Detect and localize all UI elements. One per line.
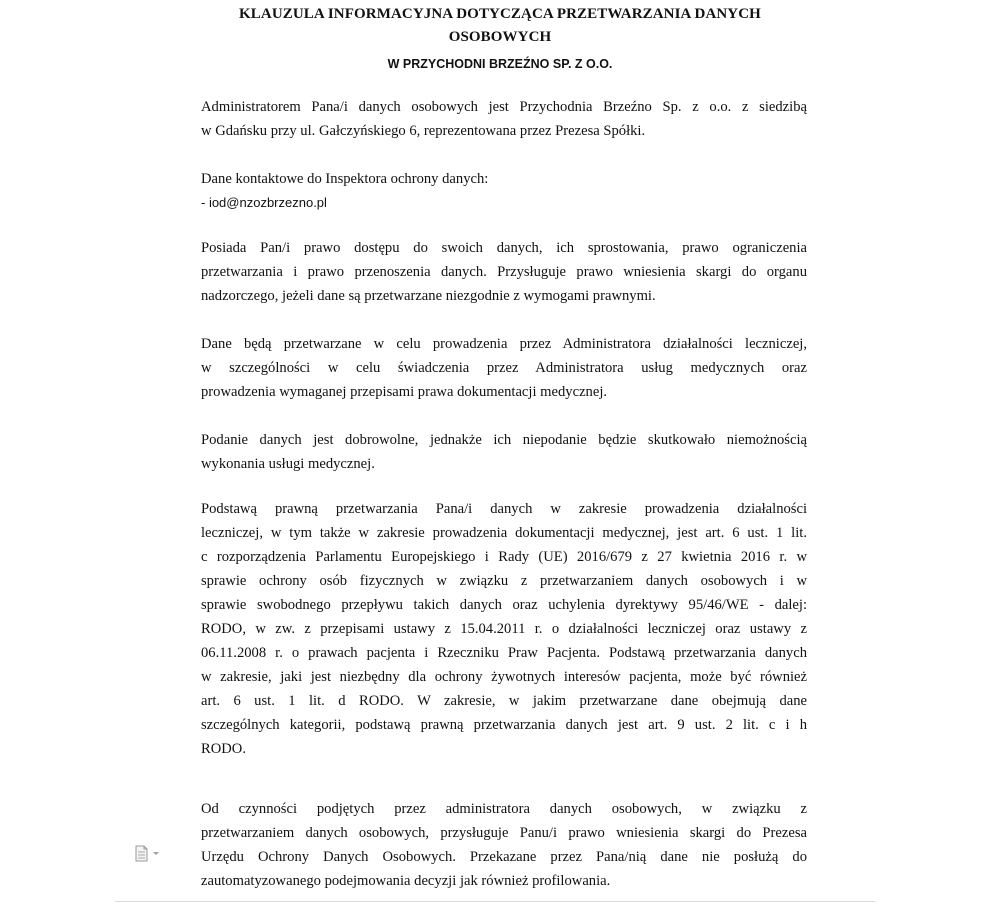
- paragraph-line: prowadzenia wymaganej przepisami prawa dokumentacji medycznej.: [201, 384, 608, 400]
- paragraph-line: Dane kontaktowe do Inspektora ochrony danych:: [201, 171, 489, 187]
- page-bottom-rule: [115, 901, 875, 902]
- paragraph-line: wykonania usługi medycznej.: [201, 456, 375, 472]
- paragraph-rights: [201, 236, 807, 308]
- paragraph-line: sprawie swobodnego przepływu takich danych oraz uchylenia dyrektywy 95/46/WE - dalej:: [201, 597, 807, 613]
- paragraph-purpose: [201, 332, 807, 404]
- paragraph-line: w Gdańsku przy ul. Gałczyńskiego 6, reprezentowana przez Prezesa Spółki.: [201, 123, 646, 139]
- paragraph-line: przetwarzania i prawo przenoszenia danych. Przysługuje prawo wniesienia skargi do organu: [201, 264, 807, 280]
- paragraph-line: RODO, w zw. z przepisami ustawy z 15.04.2011 r. o działalności leczniczej oraz ustawy z: [201, 621, 807, 637]
- document-subtitle: W PRZYCHODNI BRZEŹNO SP. Z O.O.: [387, 57, 613, 71]
- document-options-icon[interactable]: [134, 845, 164, 863]
- paragraph-line: sprawie ochrony osób fizycznych w związku z przetwarzaniem danych osobowych i w: [201, 573, 807, 589]
- paragraph-line: zautomatyzowanego podejmowania decyzji jak również profilowania.: [201, 873, 611, 889]
- paragraph-line: Urzędu Ochrony Danych Osobowych. Przekazane przez Pana/nią dane nie posłużą do: [201, 849, 807, 865]
- paragraph-line: Administratorem Pana/i danych osobowych jest Przychodnia Brzeźno Sp. z o.o. z siedzibą: [201, 99, 807, 115]
- contact-email[interactable]: - iod@nzozbrzezno.pl: [201, 195, 327, 210]
- paragraph-line: Podstawą prawną przetwarzania Pana/i danych w zakresie prowadzenia działalności: [201, 501, 807, 517]
- paragraph-line: Dane będą przetwarzane w celu prowadzenia przez Administratora działalności leczniczej,: [201, 336, 807, 352]
- title-line-1: KLAUZULA INFORMACYJNA DOTYCZĄCA PRZETWARZANIA DANYCH: [239, 6, 761, 22]
- paragraph-legal-basis: [201, 497, 807, 761]
- paragraph-line: leczniczej, w tym także w zakresie prowadzenia dokumentacji medycznej, jest art. 6 ust. 1 lit.: [201, 525, 807, 541]
- paragraph-line: nadzorczego, jeżeli dane są przetwarzane niezgodnie z wymogami prawnymi.: [201, 288, 656, 304]
- paragraph-line: w szczególności w celu świadczenia przez Administratora usług medycznych oraz: [201, 360, 807, 376]
- paragraph-line: 06.11.2008 r. o prawach pacjenta i Rzeczniku Praw Pacjenta. Podstawą przetwarzania danych: [201, 645, 807, 661]
- paragraph-voluntary: [201, 428, 807, 476]
- paragraph-line: w zakresie, jaki jest niezbędny dla ochrony żywotnych interesów pacjenta, może być również: [201, 669, 807, 685]
- paragraph-line: c rozporządzenia Parlamentu Europejskiego i Rady (UE) 2016/679 z 27 kwietnia 2016 r. w: [201, 549, 807, 565]
- paragraph-complaint: [201, 797, 807, 893]
- paragraph-contact: [201, 167, 807, 215]
- paragraph-administrator: [201, 95, 807, 143]
- paragraph-line: Posiada Pan/i prawo dostępu do swoich danych, ich sprostowania, prawo ograniczenia: [201, 240, 807, 256]
- document-title: [190, 3, 810, 49]
- paragraph-line: Od czynności podjętych przez administratora danych osobowych, w związku z: [201, 801, 807, 817]
- paragraph-line: szczególnych kategorii, podstawą prawną przetwarzania danych jest art. 9 ust. 2 lit. c i h: [201, 717, 807, 733]
- paragraph-line: art. 6 ust. 1 lit. d RODO. W zakresie, w jakim przetwarzane dane obejmują dane: [201, 693, 807, 709]
- paragraph-line: RODO.: [201, 741, 246, 757]
- paragraph-line: Podanie danych jest dobrowolne, jednakże ich niepodanie będzie skutkowało niemożnością: [201, 432, 807, 448]
- paragraph-line: przetwarzaniem danych osobowych, przysługuje Panu/i prawo wniesienia skargi do Prezesa: [201, 825, 807, 841]
- title-line-2: OSOBOWYCH: [448, 29, 552, 45]
